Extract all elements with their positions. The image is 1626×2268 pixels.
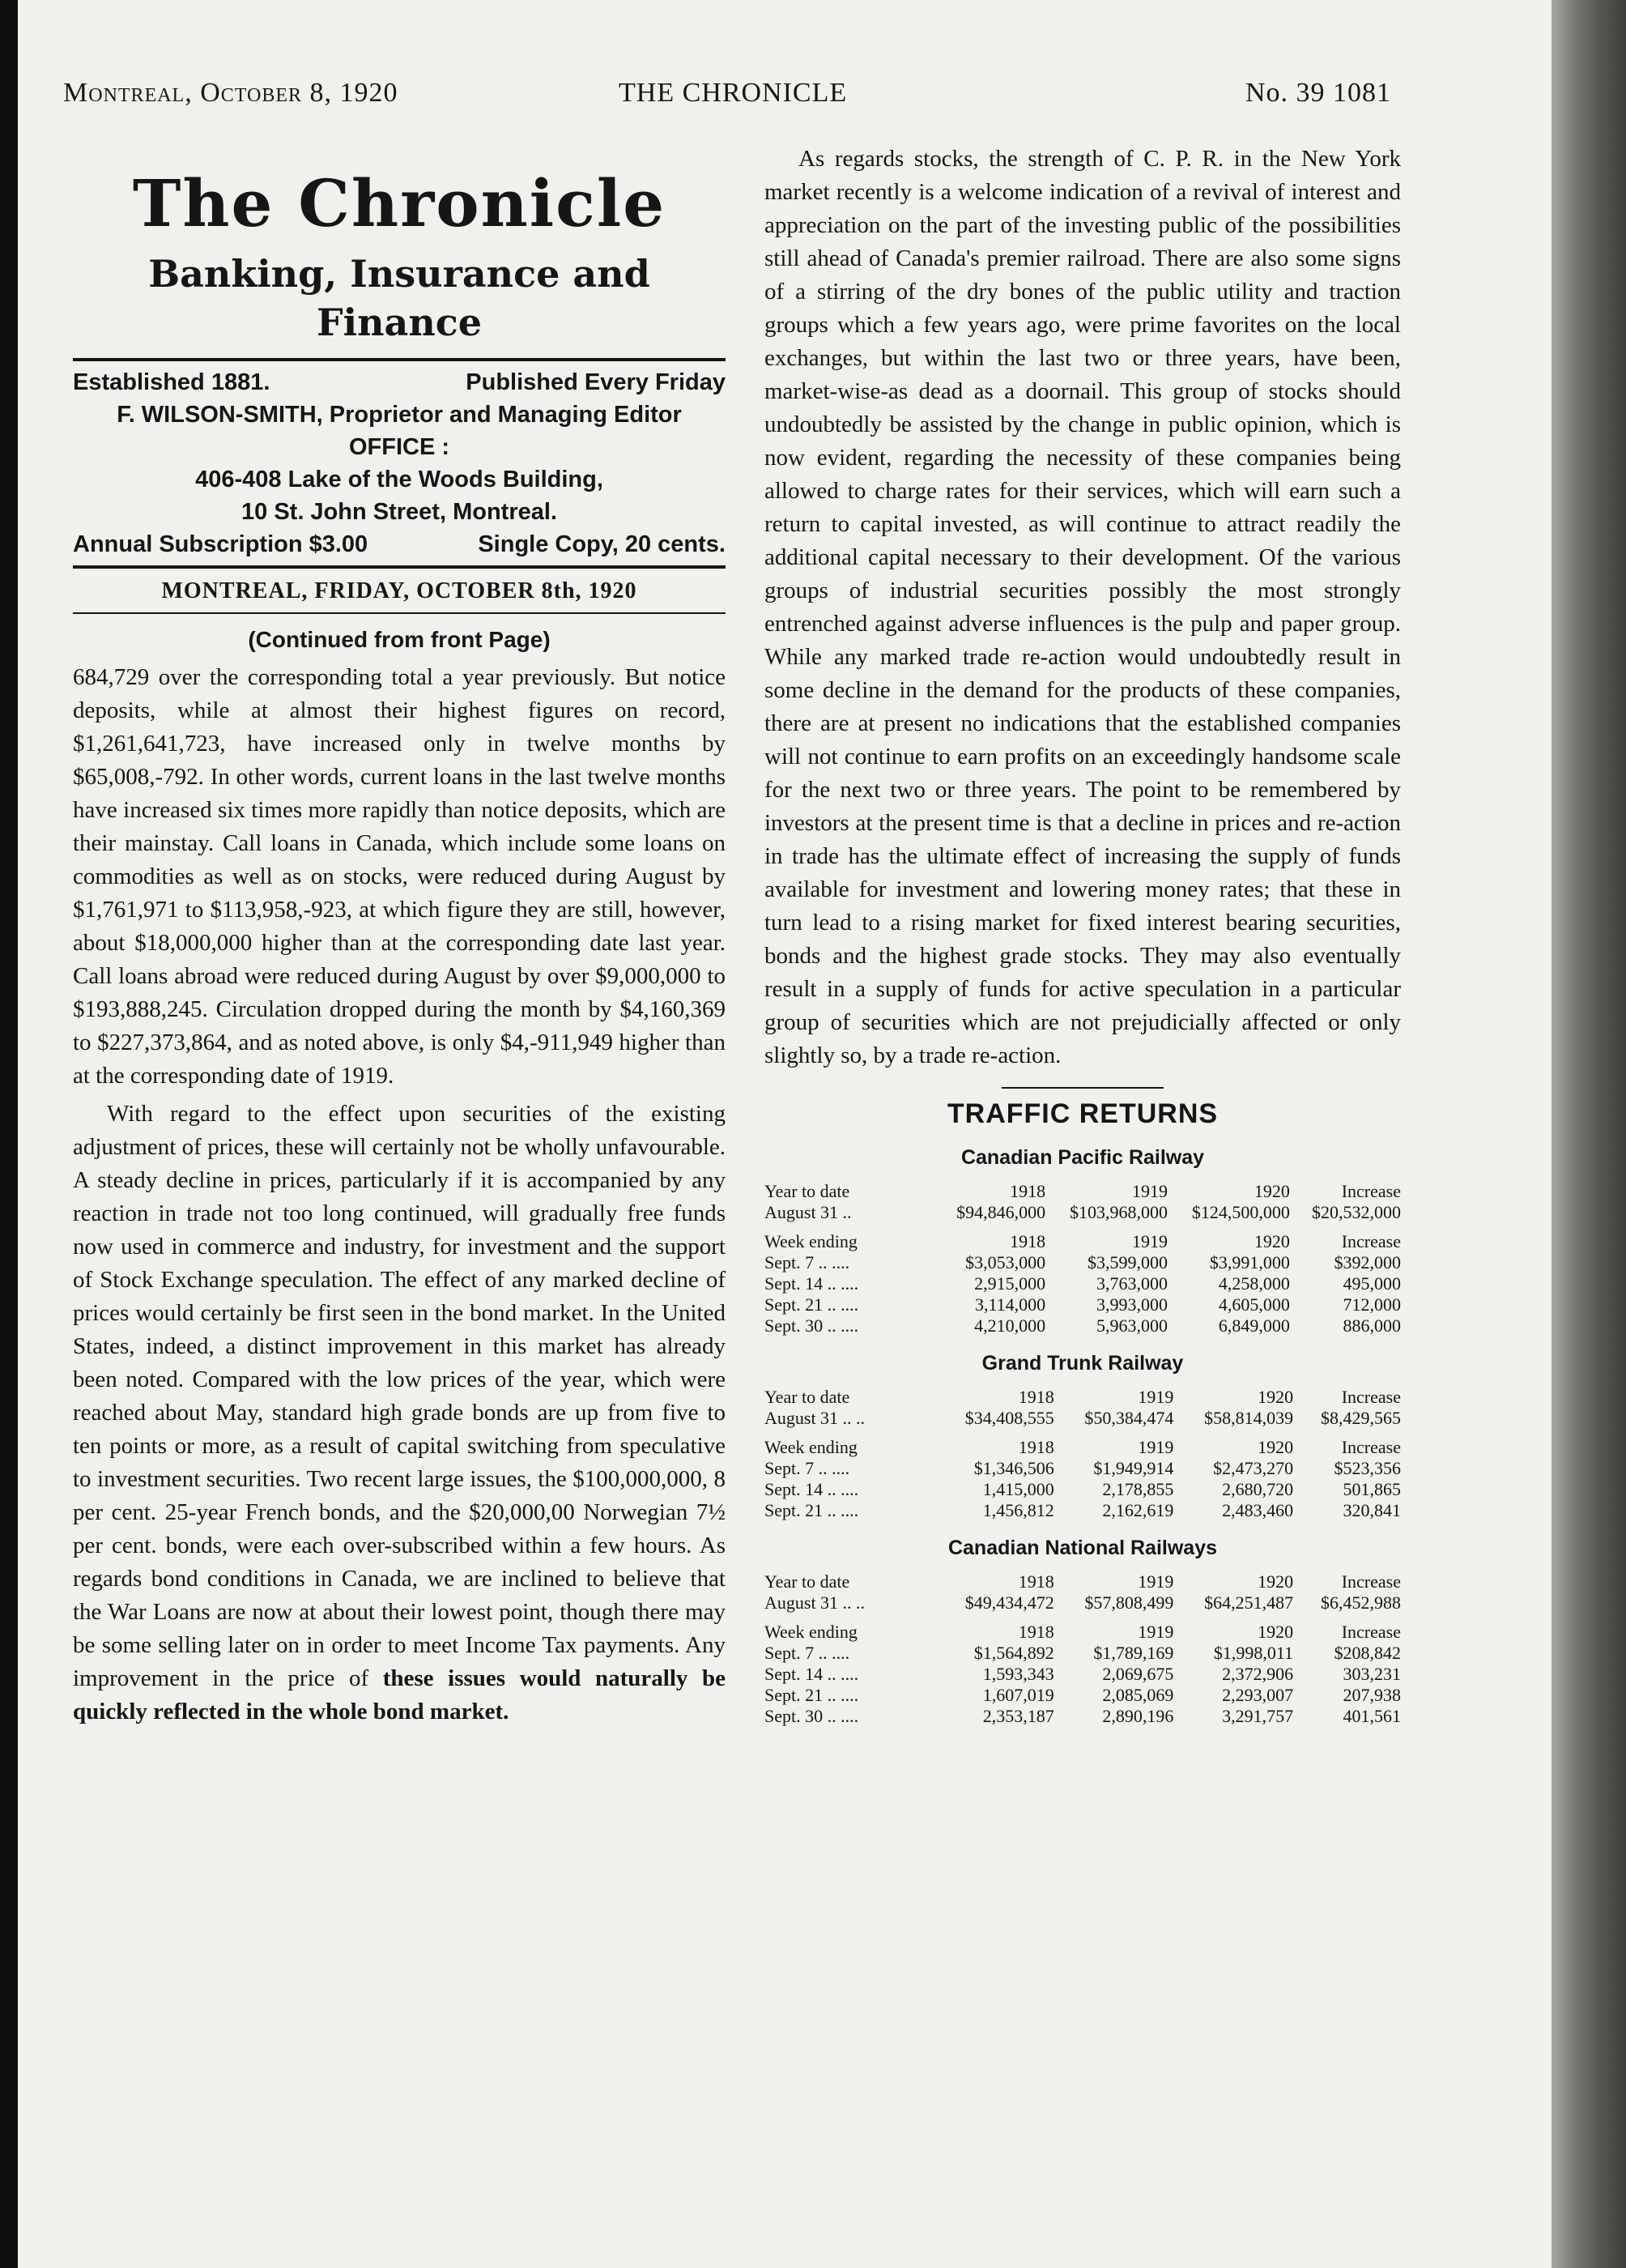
row-label: August 31 .. <box>764 1202 852 1222</box>
row-label: Sept. 30 .. .... <box>764 1706 859 1726</box>
table-cell: 3,114,000 <box>974 1294 1046 1315</box>
masthead-subtitle: Banking, Insurance and Finance <box>148 252 650 344</box>
proprietor-text: F. WILSON-SMITH, Proprietor and Managing Editor <box>117 402 682 428</box>
table-cell: 1,593,343 <box>982 1664 1054 1684</box>
table-cell: $1,346,506 <box>973 1458 1054 1478</box>
table-row <box>764 1685 1401 1706</box>
table-row <box>764 1458 1401 1479</box>
left-paragraph-2-tail: these issues would naturally be quickly reflected in the whole bond market. <box>73 1665 726 1724</box>
table-row <box>764 1479 1401 1500</box>
running-head-title: THE CHRONICLE <box>619 78 848 108</box>
office-label: OFFICE : <box>348 434 450 460</box>
table-cell: 1920 <box>1258 1571 1294 1592</box>
book-spine-edge <box>1552 0 1626 2268</box>
railway-table <box>764 1379 1401 1521</box>
table-row <box>764 1643 1401 1664</box>
railway-tables <box>764 1142 1401 1727</box>
page-binding-edge <box>0 0 18 2268</box>
railway-table <box>764 1173 1401 1336</box>
table-cell: $392,000 <box>1334 1252 1401 1273</box>
table-cell: 4,210,000 <box>974 1315 1046 1336</box>
left-column <box>73 143 726 1729</box>
table-cell: 1920 <box>1254 1231 1290 1251</box>
table-cell: $523,356 <box>1334 1458 1401 1478</box>
table-header-row <box>764 1563 1401 1592</box>
publication-info <box>73 366 726 561</box>
table-cell: $34,408,555 <box>964 1408 1054 1428</box>
table-row <box>764 1664 1401 1685</box>
table-cell: 320,841 <box>1343 1500 1401 1520</box>
table-header-row <box>764 1223 1401 1252</box>
table-row <box>764 1273 1401 1294</box>
right-paragraph-1: As regards stocks, the strength of C. P. R. in the New York market recently is a welcome indication of a revival of interest and appreciation on the part of the investing public of the possibilities still ahead of Canada's premier railroad. There are also some signs of a stirring of the dry bones of the public utility and traction groups which a few years ago, were prime favorites on the local exchanges, but within the last two or three years, have been, market-wise-as dead as a doornail. This group of stocks should undoubtedly be assisted by the change in public opinion, which is now evident, regarding the necessity of these companies being allowed to charge rates for their services, which will earn such a return to capital invested, as will continue to attract readily the additional capital necessary to their development. Of the various groups of industrial securities possibly the most strongly entrenched against adverse influences is the pulp and paper group. While any marked trade re-action would undoubtedly result in some decline in the demand for the products of these companies, there are at present no indications that the established companies will not continue to earn profits on an exceedingly handsome scale for the next two or three years. The point to be remembered by investors at the present time is that a decline in prices and re-action in trade has the ultimate effect of increasing the supply of funds available for investment and lowering money rates; that these in turn lead to a rising market for fixed interest bearing securities, bonds and the highest grade stocks. They may also eventually result in a supply of funds for active speculation in a particular group of securities which are not prejudicially affected or only slightly so, by a trade re-action. <box>764 146 1401 1068</box>
table-cell: 495,000 <box>1343 1273 1401 1294</box>
table-cell: 1920 <box>1258 1387 1294 1407</box>
table-cell: 1918 <box>1010 1231 1046 1251</box>
table-cell: $3,599,000 <box>1087 1252 1168 1273</box>
table-row <box>764 1202 1401 1223</box>
table-cell: 1,456,812 <box>982 1500 1054 1520</box>
table-cell: 1919 <box>1138 1437 1174 1457</box>
table-cell: 2,372,906 <box>1222 1664 1294 1684</box>
table-cell: $1,789,169 <box>1093 1643 1174 1663</box>
row-label: Sept. 7 .. .... <box>764 1643 850 1663</box>
table-cell: 2,915,000 <box>974 1273 1046 1294</box>
table-cell: 1918 <box>1018 1571 1054 1592</box>
table-header-row <box>764 1379 1401 1408</box>
row-label: Sept. 21 .. .... <box>764 1500 859 1520</box>
table-cell: Increase <box>1341 1231 1401 1251</box>
info-row-established <box>73 366 726 399</box>
table-cell: 1920 <box>1258 1437 1294 1457</box>
table-cell: 1919 <box>1138 1622 1174 1642</box>
table-cell: 3,291,757 <box>1222 1706 1294 1726</box>
table-cell: 4,605,000 <box>1218 1294 1290 1315</box>
table-cell: 1,607,019 <box>982 1685 1054 1705</box>
row-label: Sept. 7 .. .... <box>764 1252 850 1273</box>
railway-name: Canadian Pacific Railway <box>960 1146 1205 1169</box>
table-cell: 1920 <box>1254 1181 1290 1201</box>
table-cell: Increase <box>1341 1622 1401 1642</box>
table-cell: 501,865 <box>1343 1479 1401 1499</box>
running-head-date: Montreal, October 8, 1920 <box>63 78 398 108</box>
table-row <box>764 1315 1401 1336</box>
table-row <box>764 1592 1401 1614</box>
running-head <box>63 78 1391 118</box>
table-cell: $6,452,988 <box>1321 1592 1401 1613</box>
office-address-1: 406-408 Lake of the Woods Building, <box>195 467 603 492</box>
row-label: Week ending <box>764 1437 858 1457</box>
right-column <box>764 143 1401 1727</box>
row-label: August 31 .. .. <box>764 1592 866 1613</box>
table-cell: 1918 <box>1018 1437 1054 1457</box>
masthead-title: The Chronicle <box>132 165 666 241</box>
row-label: Sept. 30 .. .... <box>764 1315 859 1336</box>
subscription-text: Annual Subscription $3.00 <box>73 531 368 557</box>
dateline: MONTREAL, FRIDAY, OCTOBER 8th, 1920 <box>161 578 637 603</box>
table-header-row <box>764 1429 1401 1458</box>
newspaper-page <box>18 0 1552 2268</box>
row-label: Year to date <box>764 1387 850 1407</box>
table-cell: $94,846,000 <box>956 1202 1046 1222</box>
row-label: Year to date <box>764 1181 850 1201</box>
railway-name: Grand Trunk Railway <box>981 1352 1184 1375</box>
row-label: Sept. 14 .. .... <box>764 1479 859 1499</box>
single-copy-text: Single Copy, 20 cents. <box>478 531 726 557</box>
table-cell: $57,808,499 <box>1084 1592 1174 1613</box>
table-cell: 2,069,675 <box>1102 1664 1174 1684</box>
table-cell: Increase <box>1341 1387 1401 1407</box>
table-row <box>764 1294 1401 1315</box>
table-cell: 2,293,007 <box>1222 1685 1294 1705</box>
table-cell: $20,532,000 <box>1312 1202 1401 1222</box>
table-cell: 1919 <box>1138 1571 1174 1592</box>
table-cell: 1918 <box>1018 1622 1054 1642</box>
table-cell: 6,849,000 <box>1218 1315 1290 1336</box>
row-label: Week ending <box>764 1231 858 1251</box>
traffic-title: TRAFFIC RETURNS <box>947 1098 1219 1129</box>
table-cell: Increase <box>1341 1571 1401 1592</box>
table-cell: 1919 <box>1138 1387 1174 1407</box>
table-cell: $2,473,270 <box>1213 1458 1294 1478</box>
table-cell: $208,842 <box>1334 1643 1401 1663</box>
row-label: Sept. 21 .. .... <box>764 1294 859 1315</box>
row-label: Week ending <box>764 1622 858 1642</box>
table-cell: 1918 <box>1010 1181 1046 1201</box>
table-cell: 5,963,000 <box>1096 1315 1168 1336</box>
table-cell: $1,998,011 <box>1213 1643 1294 1663</box>
office-address-2: 10 St. John Street, Montreal. <box>241 499 557 525</box>
table-cell: 303,231 <box>1343 1664 1401 1684</box>
table-cell: 401,561 <box>1343 1706 1401 1726</box>
table-cell: 1920 <box>1258 1622 1294 1642</box>
established-text: Established 1881. <box>73 369 270 395</box>
table-cell: 4,258,000 <box>1218 1273 1290 1294</box>
table-cell: 1919 <box>1131 1181 1168 1201</box>
table-cell: $3,053,000 <box>965 1252 1046 1273</box>
table-row <box>764 1500 1401 1521</box>
table-cell: $58,814,039 <box>1204 1408 1294 1428</box>
table-cell: $49,434,472 <box>964 1592 1054 1613</box>
row-label: August 31 .. .. <box>764 1408 866 1428</box>
table-header-row <box>764 1173 1401 1202</box>
traffic-rule <box>1002 1087 1164 1089</box>
table-header-row <box>764 1614 1401 1643</box>
table-cell: Increase <box>1341 1437 1401 1457</box>
table-cell: $1,564,892 <box>973 1643 1054 1663</box>
row-label: Year to date <box>764 1571 850 1592</box>
table-row <box>764 1252 1401 1273</box>
published-text: Published Every Friday <box>466 369 726 395</box>
dateline-rule-bottom <box>73 612 726 614</box>
left-paragraph-2 <box>73 1098 726 1729</box>
table-cell: $1,949,914 <box>1093 1458 1174 1478</box>
table-cell: 2,085,069 <box>1102 1685 1174 1705</box>
table-cell: 1919 <box>1131 1231 1168 1251</box>
traffic-returns <box>764 1087 1401 1727</box>
table-cell: $8,429,565 <box>1321 1408 1401 1428</box>
table-cell: 1918 <box>1018 1387 1054 1407</box>
table-cell: 2,162,619 <box>1102 1500 1174 1520</box>
table-cell: $124,500,000 <box>1191 1202 1290 1222</box>
table-cell: $50,384,474 <box>1084 1408 1174 1428</box>
table-cell: $64,251,487 <box>1204 1592 1294 1613</box>
table-cell: 3,993,000 <box>1096 1294 1168 1315</box>
left-paragraph-2-text: With regard to the effect upon securities of the existing adjustment of prices, these will certainly not be wholly unfavourable. A steady decline in prices, particularly if it is accompanied by any reaction in trade not too long continued, will gradually free funds now used in commerce and industry, for investment and the support of Stock Exchange speculation. The effect of any marked decline of prices would certainly be first seen in the bond market. In the United States, indeed, a distinct improvement in this market has already been noted. Compared with the low prices of the year, which were reached about May, standard high grade bonds are up from five to ten points or more, as a result of capital switching from speculative to investment securities. Two recent large issues, the $100,000,000, 8 per cent. 25-year French bonds, and the $20,000,00 Norwegian 7½ per cent. bonds, were each over-subscribed within a few hours. As regards bond conditions in Canada, we are inclined to believe that the War Loans are now at about their lowest point, though there may be some selling later on in order to meet Income Tax payments. Any improvement in the price of <box>73 1101 726 1691</box>
table-cell: $3,991,000 <box>1209 1252 1290 1273</box>
table-cell: 2,680,720 <box>1222 1479 1294 1499</box>
row-label: Sept. 7 .. .... <box>764 1458 850 1478</box>
table-cell: Increase <box>1341 1181 1401 1201</box>
railway-table <box>764 1563 1401 1727</box>
table-cell: $103,968,000 <box>1069 1202 1168 1222</box>
row-label: Sept. 14 .. .... <box>764 1273 859 1294</box>
dateline-rule-top <box>73 565 726 569</box>
row-label: Sept. 21 .. .... <box>764 1685 859 1705</box>
table-cell: 2,178,855 <box>1102 1479 1174 1499</box>
table-cell: 1,415,000 <box>982 1479 1054 1499</box>
left-paragraph-1: 684,729 over the corresponding total a year previously. But notice deposits, while at almost their highest figures on record, $1,261,641,723, have increased only in twelve months by $65,008,-792. In other words, current loans in the last twelve months have increased six times more rapidly than notice deposits, which are their mainstay. Call loans in Canada, which include some loans on commodities as well as on stocks, were reduced during August by $1,761,971 to $113,958,-923, at which figure they are still, however, about $18,000,000 higher than at the corresponding date last year. Call loans abroad were reduced during August by over $9,000,000 to $193,888,245. Circulation dropped during the month by $4,160,369 to $227,373,864, and as noted above, is only $4,-911,949 higher than at the corresponding date of 1919. <box>73 664 726 1089</box>
masthead-rule-top <box>73 358 726 361</box>
table-cell: 2,890,196 <box>1102 1706 1174 1726</box>
table-cell: 2,483,460 <box>1222 1500 1294 1520</box>
row-label: Sept. 14 .. .... <box>764 1664 859 1684</box>
running-head-number: No. 39 1081 <box>1245 78 1391 108</box>
table-cell: 712,000 <box>1343 1294 1401 1315</box>
table-cell: 3,763,000 <box>1096 1273 1168 1294</box>
table-cell: 207,938 <box>1343 1685 1401 1705</box>
table-cell: 886,000 <box>1343 1315 1401 1336</box>
table-row <box>764 1706 1401 1727</box>
table-cell: 2,353,187 <box>982 1706 1054 1726</box>
info-row-prices <box>73 528 726 561</box>
continued-heading: (Continued from front Page) <box>248 627 551 652</box>
railway-name: Canadian National Railways <box>947 1537 1218 1559</box>
table-row <box>764 1408 1401 1429</box>
